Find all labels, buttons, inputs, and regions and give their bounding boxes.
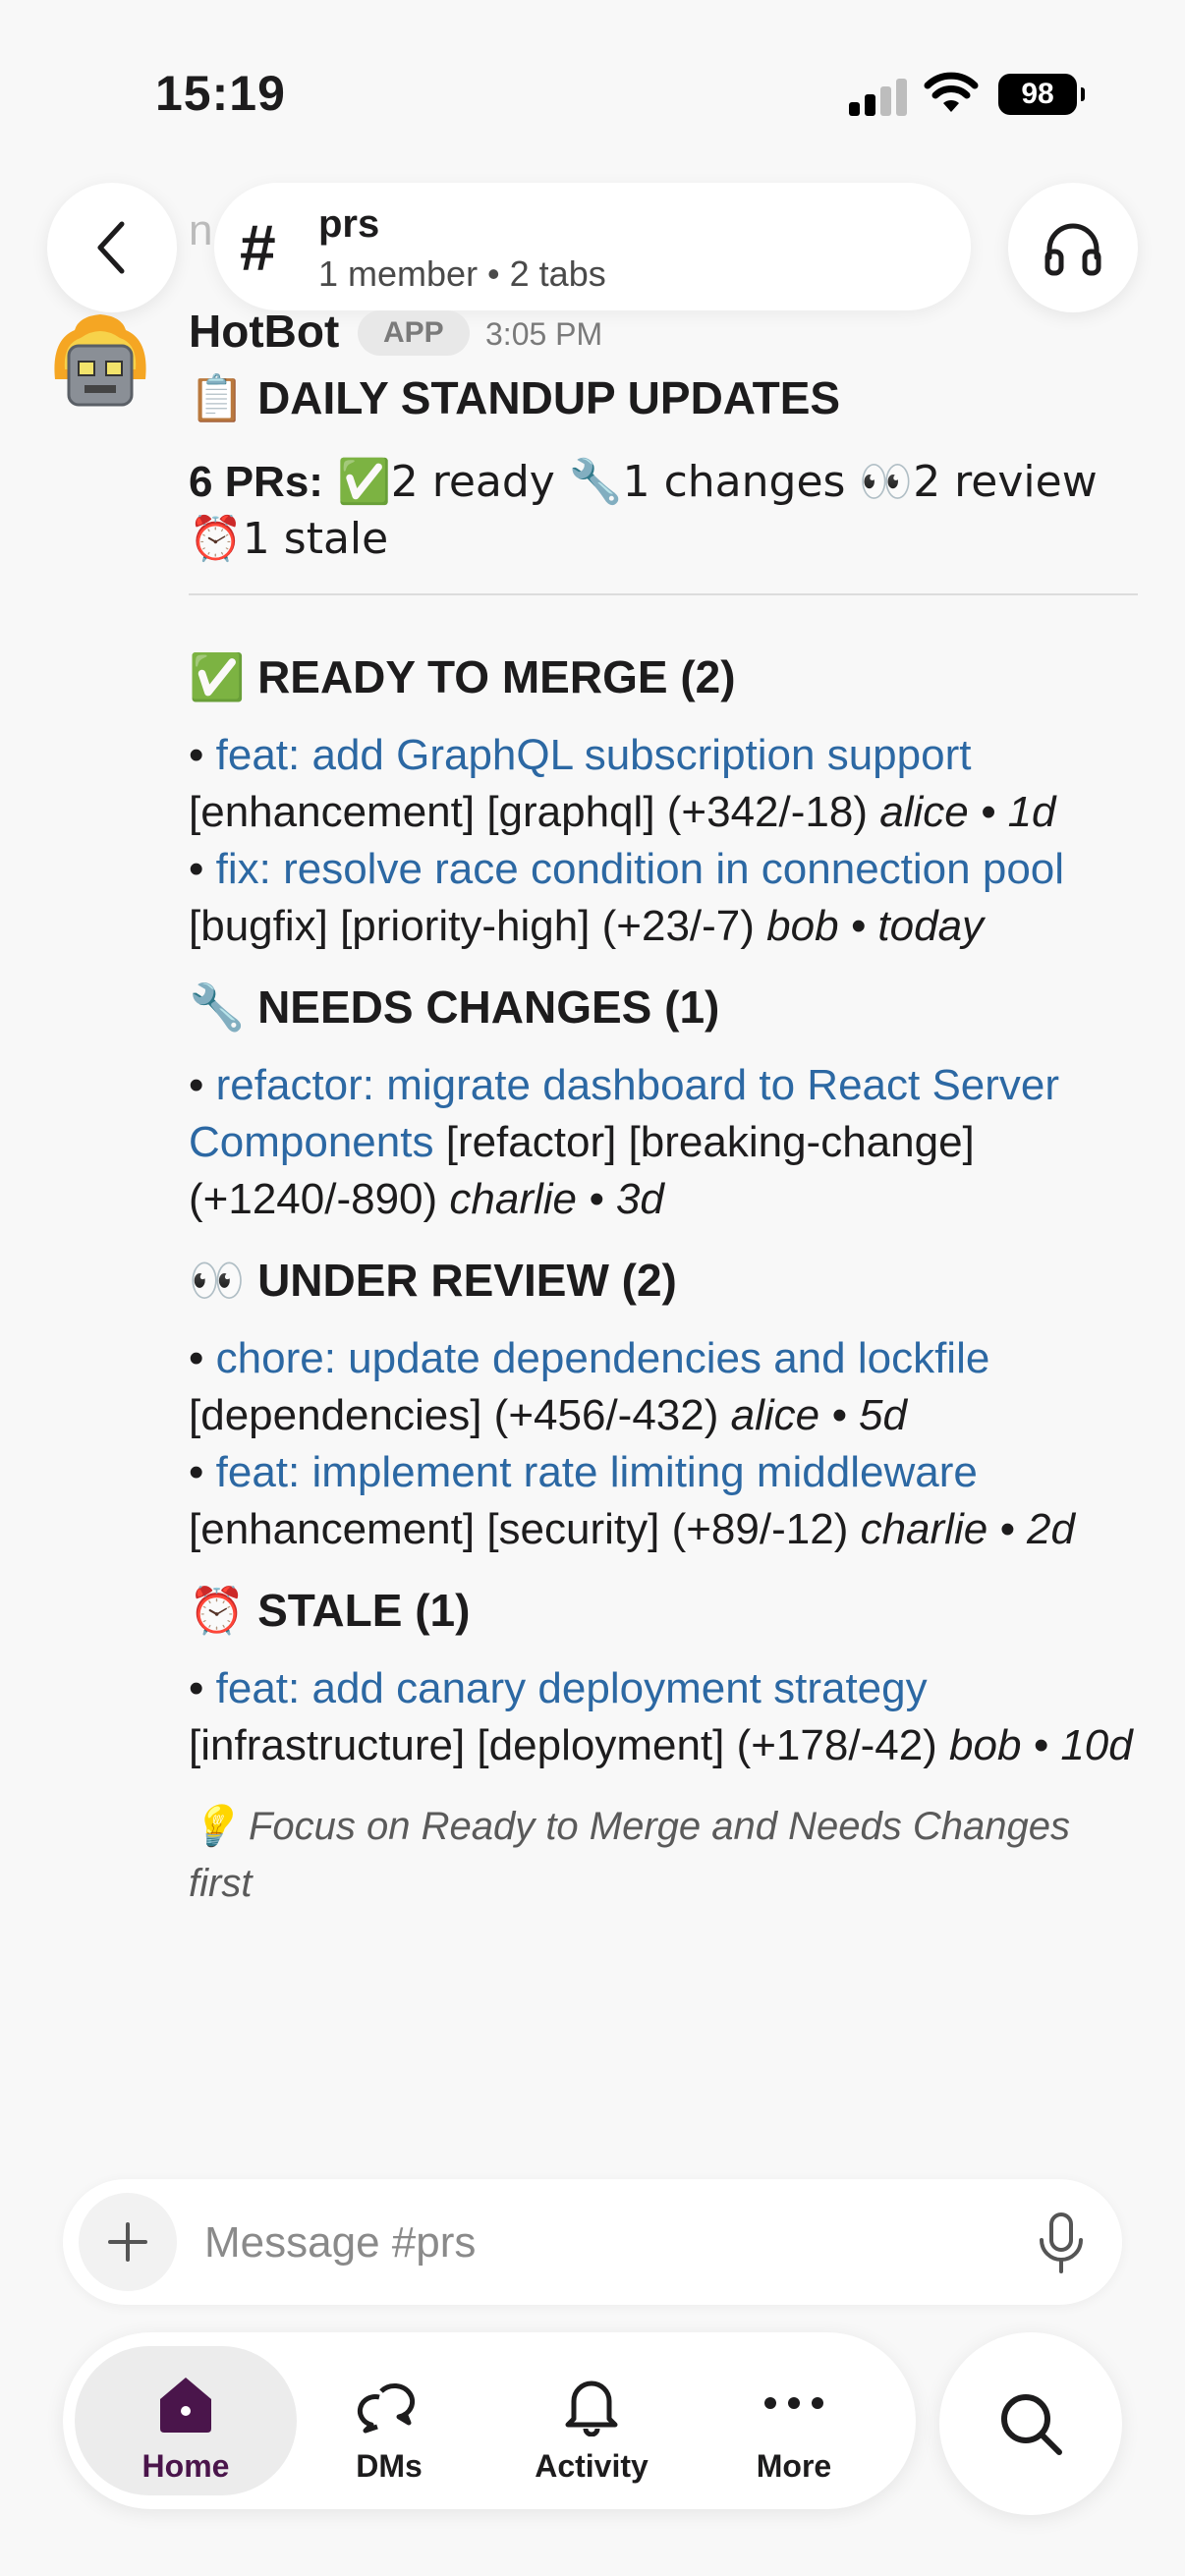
search-icon bbox=[996, 2389, 1065, 2458]
message-timestamp: 3:05 PM bbox=[485, 316, 603, 352]
add-attachment-button[interactable] bbox=[79, 2193, 177, 2291]
pr-meta: [dependencies] (+456/-432) bbox=[189, 1391, 731, 1439]
pr-author: alice • 1d bbox=[879, 788, 1056, 836]
pr-author: charlie • 3d bbox=[449, 1175, 664, 1223]
divider bbox=[189, 593, 1138, 595]
microphone-icon[interactable] bbox=[1032, 2209, 1091, 2277]
pr-summary bbox=[189, 454, 1142, 568]
pr-meta: [refactor] [breaking-change] (+1240/-890) bbox=[189, 1118, 975, 1223]
message-title-text: DAILY STANDUP UPDATES bbox=[257, 372, 841, 423]
pr-link[interactable]: feat: add canary deployment strategy bbox=[215, 1664, 928, 1712]
wrench-icon: 🔧 bbox=[189, 980, 246, 1034]
wifi-icon bbox=[924, 69, 979, 116]
home-icon bbox=[154, 2374, 217, 2435]
message-title bbox=[189, 369, 1142, 426]
channel-meta: 1 member • 2 tabs bbox=[318, 253, 606, 294]
back-button[interactable] bbox=[47, 183, 177, 312]
bot-avatar[interactable] bbox=[45, 310, 155, 420]
chevron-left-icon bbox=[92, 218, 132, 277]
section-title bbox=[189, 979, 1142, 1036]
status-time: 15:19 bbox=[155, 66, 286, 121]
section-title-text: READY TO MERGE (2) bbox=[257, 651, 736, 702]
eyes-icon: 👀 bbox=[189, 1254, 246, 1307]
channel-header[interactable] bbox=[214, 183, 971, 310]
pr-meta: [enhancement] [graphql] (+342/-18) bbox=[189, 788, 880, 836]
signal-icon bbox=[849, 77, 908, 116]
tab-more[interactable] bbox=[696, 2346, 892, 2495]
pr-item: • feat: add canary deployment strategy [infrastructure] [deployment] (+178/-42) bob • 10d bbox=[189, 1664, 1133, 1769]
clipboard-icon: 📋 bbox=[189, 371, 246, 424]
tab-label: Activity bbox=[535, 2448, 649, 2484]
app-badge: APP bbox=[358, 310, 470, 356]
pr-author: alice • 5d bbox=[730, 1391, 907, 1439]
message-input[interactable]: Message #prs bbox=[204, 2218, 477, 2267]
message-composer[interactable] bbox=[63, 2179, 1122, 2305]
tab-bar bbox=[63, 2332, 916, 2509]
message-body bbox=[189, 369, 1142, 1951]
dms-icon bbox=[356, 2374, 423, 2435]
status-bar bbox=[0, 0, 1185, 187]
tab-activity[interactable] bbox=[493, 2346, 690, 2495]
section-title-text: STALE (1) bbox=[257, 1585, 471, 1636]
headphones-icon bbox=[1042, 218, 1104, 277]
battery-indicator: 98 bbox=[998, 74, 1077, 115]
scrolled-text-ghost: n bbox=[189, 206, 213, 254]
search-button[interactable] bbox=[939, 2332, 1122, 2515]
pr-item: • feat: implement rate limiting middleware [enhancement] [security] (+89/-12) charlie • 2d bbox=[189, 1448, 1075, 1553]
plus-icon bbox=[106, 2220, 149, 2264]
section-title bbox=[189, 1582, 1142, 1639]
pr-link[interactable]: feat: implement rate limiting middleware bbox=[215, 1448, 978, 1496]
tab-dms[interactable] bbox=[291, 2346, 487, 2495]
pr-author: bob • 10d bbox=[949, 1721, 1133, 1769]
section-under-review bbox=[189, 1252, 1142, 1558]
tab-label: DMs bbox=[356, 2448, 423, 2484]
channel-name: prs bbox=[318, 202, 380, 246]
summary-counts: ✅2 ready 🔧1 changes 👀2 review ⏰1 stale bbox=[189, 457, 1098, 564]
lightbulb-icon: 💡 bbox=[189, 1804, 238, 1849]
pr-item: • chore: update dependencies and lockfile [dependencies] (+456/-432) alice • 5d bbox=[189, 1334, 990, 1439]
checkmark-icon: ✅ bbox=[189, 650, 246, 703]
pr-author: charlie • 2d bbox=[860, 1505, 1075, 1553]
huddle-button[interactable] bbox=[1008, 183, 1138, 312]
hash-icon: # bbox=[240, 211, 276, 284]
footer-note-text: Focus on Ready to Merge and Needs Changes first bbox=[189, 1805, 1070, 1905]
summary-label: 6 PRs: bbox=[189, 458, 323, 506]
sender-name[interactable]: HotBot bbox=[189, 306, 340, 357]
section-title bbox=[189, 1252, 1142, 1309]
pr-meta: [enhancement] [security] (+89/-12) bbox=[189, 1505, 861, 1553]
bell-icon bbox=[560, 2374, 623, 2436]
section-title bbox=[189, 648, 1142, 705]
tab-label: Home bbox=[141, 2448, 230, 2484]
pr-link[interactable]: feat: add GraphQL subscription support bbox=[215, 731, 972, 779]
tab-home[interactable] bbox=[75, 2346, 297, 2495]
section-needs-changes bbox=[189, 979, 1142, 1228]
section-title-text: UNDER REVIEW (2) bbox=[257, 1255, 677, 1306]
pr-meta: [bugfix] [priority-high] (+23/-7) bbox=[189, 902, 767, 950]
tab-label: More bbox=[756, 2448, 832, 2484]
section-ready-to-merge bbox=[189, 648, 1142, 955]
more-icon bbox=[760, 2374, 828, 2433]
section-title-text: NEEDS CHANGES (1) bbox=[257, 981, 720, 1033]
pr-author: bob • today bbox=[766, 902, 985, 950]
pr-meta: [infrastructure] [deployment] (+178/-42) bbox=[189, 1721, 950, 1769]
footer-note bbox=[189, 1798, 1142, 1912]
pr-item: • fix: resolve race condition in connection pool [bugfix] [priority-high] (+23/-7) bob • today bbox=[189, 845, 1065, 950]
pr-link[interactable]: chore: update dependencies and lockfile bbox=[215, 1334, 990, 1382]
pr-item: • refactor: migrate dashboard to React Server Components [refactor] [breaking-change] (+1240/-890) charlie • 3d bbox=[189, 1061, 1060, 1223]
pr-link[interactable]: refactor: migrate dashboard to React Server Components bbox=[189, 1061, 1060, 1166]
pr-link[interactable]: fix: resolve race condition in connection pool bbox=[215, 845, 1065, 893]
section-stale bbox=[189, 1582, 1142, 1774]
alarm-clock-icon: ⏰ bbox=[189, 1584, 246, 1637]
pr-item: • feat: add GraphQL subscription support [enhancement] [graphql] (+342/-18) alice • 1d bbox=[189, 731, 1056, 836]
